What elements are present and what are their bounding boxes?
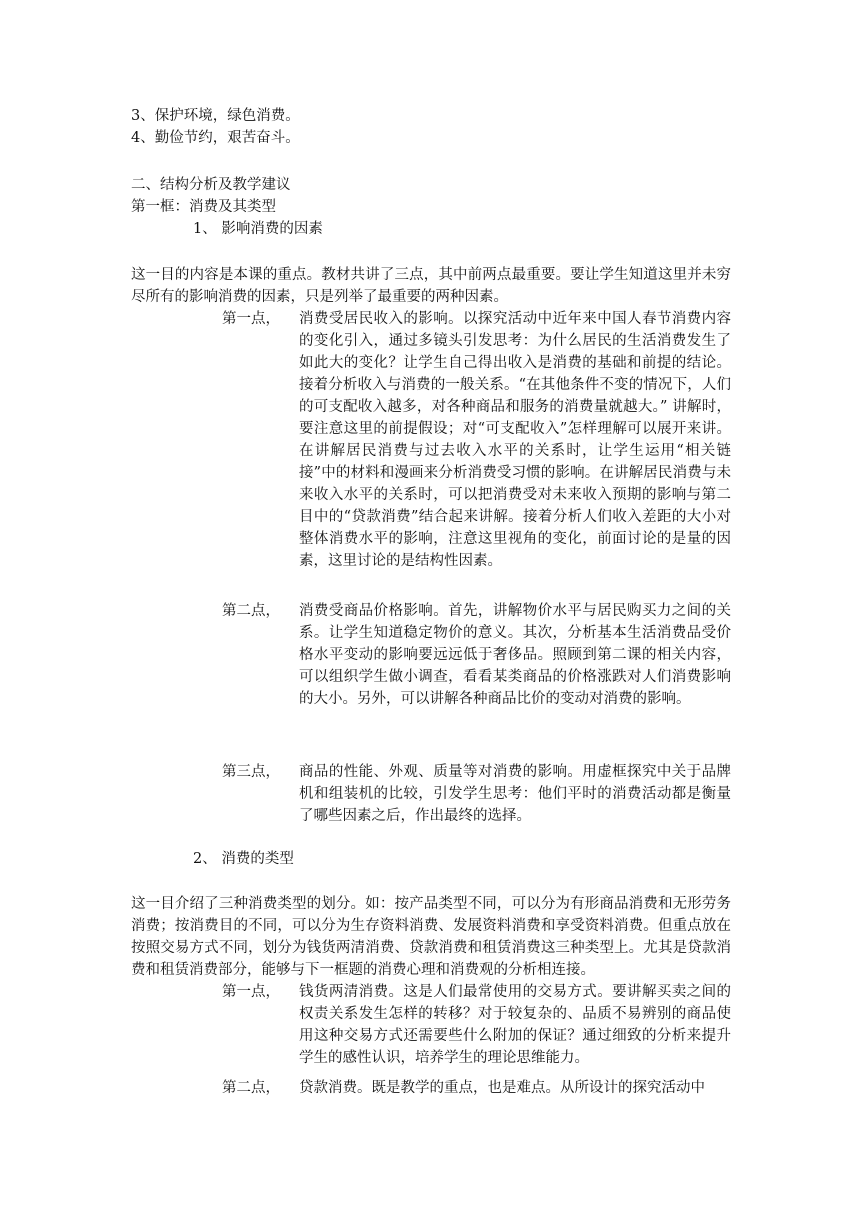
point-text: 钱货两清消费。这是人们最常使用的交易方式。要讲解买卖之间的权责关系发生怎样的转移？对于较复杂的、品质不易辨别的商品使用这种交易方式还需要些什么附加的保证？通过细致的分析来提升学生的感性认识，培养学生的理论思维能力。 bbox=[299, 984, 731, 1066]
point-text: 消费受商品价格影响。首先，讲解物价水平与居民购买力之间的关系。让学生知道稳定物价的意义。其次，分析基本生活消费品受价格水平变动的影响要远远低于奢侈品。照顾到第二课的相关内容，可以组织学生做小调查，看看某类商品的价格涨跌对人们消费影响的大小。另外，可以讲解各种商品比价的变动对消费的影响。 bbox=[299, 603, 731, 707]
point-label: 第二点， bbox=[222, 1080, 280, 1096]
point-label: 第三点， bbox=[222, 764, 280, 780]
intro-paragraph-types: 这一目介绍了三种消费类型的划分。如：按产品类型不同，可以分为有形商品消费和无形劳务消费；按消费目的不同，可以分为生存资料消费、发展资料消费和享受资料消费。但重点放在按照交易方式不同，划分为钱货两清消费、贷款消费和租赁消费这三种类型上。尤其是贷款消费和租赁消费部分，能够与下一框题的消费心理和消费观的分析相连接。 bbox=[131, 896, 731, 978]
subheading-influencing-factors: 1、 影响消费的因素 bbox=[193, 221, 323, 237]
point-text: 贷款消费。既是教学的重点，也是难点。从所设计的探究活动中 bbox=[299, 1080, 705, 1096]
point-text: 商品的性能、外观、质量等对消费的影响。用虚框探究中关于品牌机和组装机的比较，引发学生思考：他们平时的消费活动都是衡量了哪些因素之后，作出最终的选择。 bbox=[299, 764, 731, 824]
point-text: 消费受居民收入的影响。以探究活动中近年来中国人春节消费内容的变化引入，通过多镜头引发思考：为什么居民的生活消费发生了如此大的变化？让学生自己得出收入是消费的基础和前提的结论。接着分析收入与消费的一般关系。“在其他条件不变的情况下，人们的可支配收入越多，对各种商品和服务的消费量就越大。” 讲解时，要注意这里的前提假设；对“可支配收入”怎样理解可以展开来讲。在讲解居民消费与过去收入水平的关系时，让学生运用“相关链接”中的材料和漫画来分析消费受习惯的影响。在讲解居民消费与未来收入水平的关系时，可以把消费受对未来收入预期的影响与第二目中的“贷款消费”结合起来讲解。接着分析人们收入差距的大小对整体消费水平的影响，注意这里视角的变化，前面讨论的是量的因素，这里讨论的是结构性因素。 bbox=[299, 311, 731, 569]
subheading-consumption-types: 2、 消费的类型 bbox=[193, 851, 294, 867]
list-item-4: 4、勤俭节约，艰苦奋斗。 bbox=[131, 130, 300, 146]
list-item-3: 3、保护环境，绿色消费。 bbox=[131, 108, 300, 124]
intro-paragraph-factors: 这一目的内容是本课的重点。教材共讲了三点，其中前两点最重要。要让学生知道这里并未穷尽所有的影响消费的因素，只是列举了最重要的两种因素。 bbox=[131, 267, 731, 305]
frame-heading: 第一框：消费及其类型 bbox=[131, 199, 276, 215]
point-label: 第一点， bbox=[222, 311, 280, 327]
point-label: 第一点， bbox=[222, 984, 280, 1000]
point-label: 第二点， bbox=[222, 603, 280, 619]
section-heading: 二、结构分析及教学建议 bbox=[131, 177, 291, 193]
